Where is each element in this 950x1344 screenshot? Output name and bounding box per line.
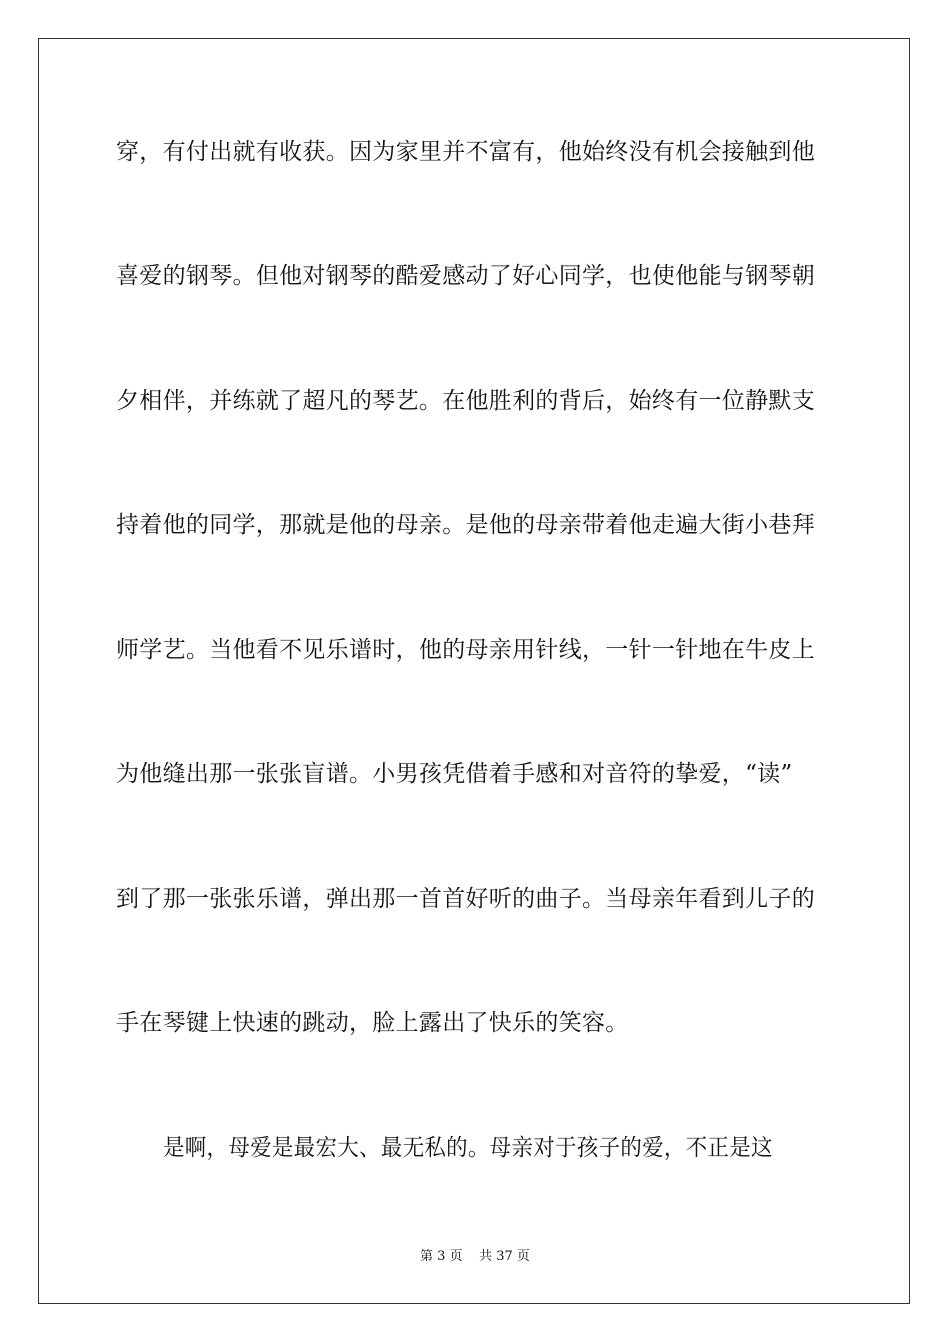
page-total: 共 37 页 — [479, 1249, 530, 1264]
page-border — [38, 38, 910, 1304]
body-text-line: 到了那一张张乐谱，弹出那一首首好听的曲子。当母亲年看到儿子的 — [116, 886, 815, 912]
body-text-line: 持着他的同学，那就是他的母亲。是他的母亲带着他走遍大街小巷拜 — [116, 512, 815, 538]
body-text-line: 夕相伴，并练就了超凡的琴艺。在他胜利的背后，始终有一位静默支 — [116, 388, 815, 414]
body-text-line: 手在琴键上快速的跳动，脸上露出了快乐的笑容。 — [116, 1010, 629, 1036]
body-text-line: 师学艺。当他看不见乐谱时，他的母亲用针线，一针一针地在牛皮上 — [116, 637, 815, 663]
body-text-line: 为他缝出那一张张盲谱。小男孩凭借着手感和对音符的挚爱，“读” — [116, 761, 793, 787]
page-number: 第 3 页 — [420, 1249, 463, 1264]
page-footer — [0, 1248, 950, 1266]
body-text-line: 穿，有付出就有收获。因为家里并不富有，他始终没有机会接触到他 — [116, 139, 815, 165]
paragraph-start-line: 是啊，母爱是最宏大、最无私的。母亲对于孩子的爱，不正是这 — [163, 1135, 773, 1161]
body-text-line: 喜爱的钢琴。但他对钢琴的酷爱感动了好心同学，也使他能与钢琴朝 — [116, 263, 815, 289]
